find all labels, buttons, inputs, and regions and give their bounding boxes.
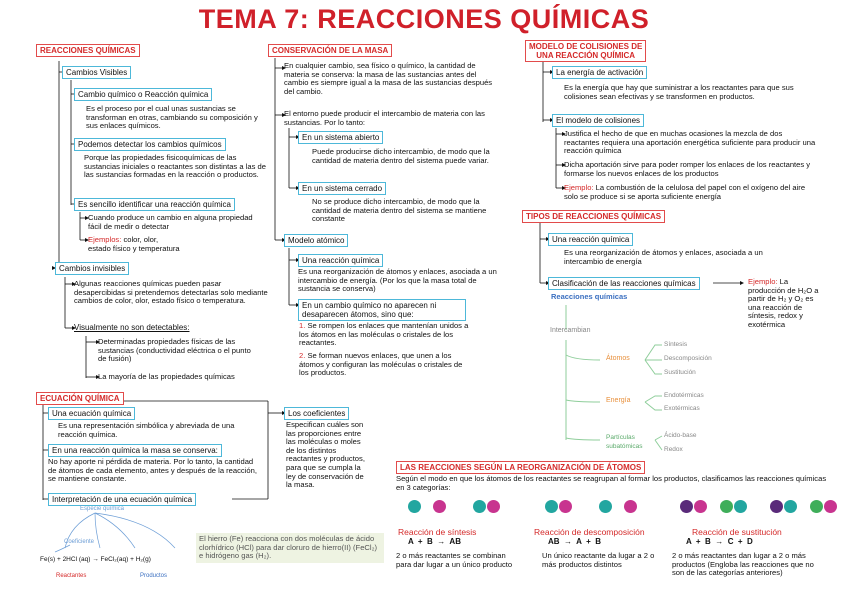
text-conservacion-2: El entorno puede producir el intercambio de materia con las sustancias. Por lo tanto: [284,109,485,127]
atom-b-icon [624,500,637,513]
tree-leaf-descomposicion: Descomposición [664,355,712,362]
atom-c-icon [680,500,693,513]
ejemplos-text2: estado físico y temperatura [88,243,180,253]
colisiones-ejemplo [564,184,818,201]
atom-a-icon [408,500,421,513]
sintesis-title: Reacción de síntesis [398,527,477,537]
box-clasificacion: Clasificación de las reacciones químicas [548,277,700,290]
item-rompen-enlaces [299,322,469,348]
section-ecuacion-quimica: ECUACIÓN QUÍMICA [36,392,124,405]
atom-a-icon [599,500,612,513]
atom-b-icon [433,500,446,513]
text-cambios-invisibles: Algunas reacciones químicas pueden pasar desapercibidas si pretendemos detectarlas solo mediante cambios de color, olor, estado físico o temperatura. [74,279,268,306]
text-sistema-cerrado: No se produce dicho intercambio, de modo que la cantidad de materia dentro del sistema se mantiene constante [312,197,487,224]
atom-ab1-icon [473,500,486,513]
box-coeficientes: Los coeficientes [284,407,349,420]
atom-ab2-icon [487,500,500,513]
sustitucion-title: Reacción de sustitución [692,527,782,537]
visualmente-label: Visualmente no son detectables: [74,323,190,332]
section-colisiones-line1: MODELO DE COLISIONES DE [529,42,643,51]
box-cambios-invisibles: Cambios invisibles [55,262,129,275]
box-modelo-colisiones: El modelo de colisiones [552,114,644,127]
atom-c2-icon [770,500,783,513]
tree-intercambian: Intercambian [550,327,591,334]
text-masa-conserva: No hay aporte ni pérdida de materia. Por lo tanto, la cantidad de átomos de cada elemento, antes y después de la reacción, se mantiene constante. [48,457,257,484]
box-masa-conserva: En una reacción química la masa se conserva: [48,444,222,457]
section-reacciones-quimicas: REACCIONES QUÍMICAS [36,44,140,57]
text-una-reaccion-quimica: Es una reorganización de átomos y enlaces, asociada a un intercambio de energía. (Por los que la masa total de sustancia se conserva) [298,267,497,294]
section-modelo-colisiones [525,40,646,62]
eq-coeficiente: Coeficiente [64,539,95,545]
sintesis-text: 2 o más reactantes se combinan para dar lugar a un único producto [396,551,513,569]
text-detectar-cambios: Porque las propiedades fisicoquímicas de las sustancias iniciales o reactantes son distintas a las de las sustancias formadas en la reacción o productos. [84,153,266,180]
eq-note: El hierro (Fe) reacciona con dos moléculas de ácido clorhídrico (HCl) para dar cloruro de hierro(II) (FeCl₂) e hidrógeno gas (H₂). [196,533,384,563]
box-cambio-quimico: Cambio químico o Reacción química [74,88,212,101]
descomposicion-text: Un único reactante da lugar a 2 o más productos distintos [542,551,655,569]
text-reorganizacion-intro: Según el modo en que los átomos de los reactantes se reagrupan al formar los productos, clasificamos las reacciones químicas en 3 categorías: [396,474,827,492]
tree-leaf-sustitucion: Sustitución [664,369,696,376]
atom-d2-icon [810,500,823,513]
atom-a2-icon [824,500,837,513]
tree-leaf-redox: Redox [664,446,683,453]
item1-number: 1. [299,321,306,330]
atom-b1-icon [734,500,747,513]
tree-energia: Energía [606,397,631,404]
tree-root: Reacciones químicas [551,292,628,301]
text-sencillo-identificar: Cuando produce un cambio en alguna propiedad fácil de medir o detectar [88,213,253,231]
eq-reactantes: Reactantes [56,573,87,579]
section-reorganizacion-atomos: LAS REACCIONES SEGÚN LA REORGANIZACIÓN DE ÁTOMOS [396,461,645,474]
text-conservacion-1: En cualquier cambio, sea físico o químico, la cantidad de materia se conserva: la masa de las sustancias antes del cambio es siempre igual a la masa de las sustancias después del cambio. [284,61,493,96]
atom-ab1-icon [545,500,558,513]
box-modelo-atomico: Modelo atómico [284,234,348,247]
tree-leaf-exotermicas: Exotérmicas [664,405,700,412]
box-tipos-una-reaccion: Una reacción química [548,233,633,246]
colisiones-ejemplo-label: Ejemplo: [564,183,594,192]
box-sencillo-identificar: Es sencillo identificar una reacción química [74,198,235,211]
section-tipos-reacciones: TIPOS DE REACCIONES QUÍMICAS [522,210,665,223]
eq-formula: Fe(s) + 2HCl (aq) → FeCl₂(aq) + H₂(g) [40,556,151,563]
descomposicion-eq: AB → A + B [548,537,601,546]
sintesis-eq: A + B → AB [408,537,461,546]
item2-number: 2. [299,351,306,360]
box-detectar-cambios: Podemos detectar los cambios químicos [74,138,226,151]
bullet-aportacion: Dicha aportación sirve para poder romper los enlaces de los reactantes y formarse los nuevos enlaces de los productos [564,160,811,178]
box-sistema-abierto: En un sistema abierto [298,131,383,144]
ejemplos-line [88,236,256,253]
text-energia-activacion: Es la energía que hay que suministrar a los reactantes para que sus colisiones sean efectivas y se transformen en productos. [564,83,794,101]
box-una-reaccion-quimica: Una reacción química [298,254,383,267]
text-tipos-una-reaccion: Es una reorganización de átomos y enlaces, asociada a un intercambio de energía [564,248,763,266]
atom-ab2-icon [559,500,572,513]
box-cambio-quimico-atomos: En un cambio químico no aparecen ni desaparecen átomos, sino que: [298,299,466,321]
atoms-sustitucion [680,500,837,518]
box-sistema-cerrado: En un sistema cerrado [298,182,386,195]
section-colisiones-line2: UNA REACCIÓN QUÍMICA [536,51,636,60]
tree-leaf-acido-base: Ácido-base [664,432,697,439]
tipos-ejemplo-label: Ejemplo: [748,277,778,286]
item1-text: Se rompen los enlaces que mantenían unidos a los átomos en las moléculas o cristales de los reactantes. [299,321,469,348]
sustitucion-eq: A + B → C + D [686,537,753,546]
text-cambio-quimico: Es el proceso por el cual unas sustancias se transforman en otras, cambiando su composición y sus enlaces químicos. [86,104,258,131]
atoms-sintesis [408,500,500,518]
bullet-justifica: Justifica el hecho de que en muchas ocasiones la mezcla de dos reactantes requiera una aportación energética suficiente para producir una reacción química [564,129,816,156]
ejemplos-text: color, olor, [123,235,159,244]
eq-especie-quimica: Especie química [80,506,125,512]
tipos-ejemplo-text: La producción de H₂O a partir de H₂ y O₂ es una reacción de síntesis, redox y exotérmica [748,277,819,329]
atom-a1-icon [694,500,707,513]
tree-leaf-endotermicas: Endotérmicas [664,392,704,399]
tree-leaf-sintesis: Síntesis [664,341,688,348]
page-title: TEMA 7: REACCIONES QUÍMICAS [198,4,650,34]
section-conservacion-masa: CONSERVACIÓN DE LA MASA [268,44,392,57]
text-coeficientes: Especifican cuáles son las proporciones entre las moléculas o moles de los distintos reactantes y productos, para que se cumpla la ley de conservación de la masa. [286,420,365,490]
text-sistema-abierto: Puede producirse dicho intercambio, de modo que la cantidad de materia dentro del sistema puede variar. [312,147,490,165]
text-propiedades-fisicas: Determinadas propiedades físicas de las sustancias (conductividad eléctrica o el punto de fusión) [98,337,251,364]
ejemplos-label: Ejemplos: [88,235,122,244]
atom-b2-icon [784,500,797,513]
eq-productos: Productos [140,573,168,579]
box-una-ecuacion: Una ecuación química [48,407,135,420]
descomposicion-title: Reacción de descomposición [534,527,645,537]
atoms-descomposicion [545,500,637,518]
item-forman-enlaces [299,352,469,378]
colisiones-ejemplo-text: La combustión de la celulosa del papel con el oxígeno del aire solo se produce si se aporta suficiente energía [564,183,806,201]
text-una-ecuacion: Es una representación simbólica y abreviada de una reacción química. [58,421,235,439]
tree-particulas: Partículas subatómicas [606,434,643,450]
text-propiedades-quimicas: La mayoría de las propiedades químicas [98,372,235,381]
box-cambios-visibles: Cambios Visibles [62,66,131,79]
atom-d1-icon [720,500,733,513]
box-interpretacion: Interpretación de una ecuación química [48,493,196,506]
box-energia-activacion: La energía de activación [552,66,647,79]
tree-atomos: Átomos [606,355,630,362]
tipos-ejemplo [748,278,826,330]
sustitucion-text: 2 o más reactantes dan lugar a 2 o más productos (Engloba las reacciones que no son de las categorías anteriores) [672,551,814,578]
item2-text: Se forman nuevos enlaces, que unen a los átomos y configuran las moléculas o cristales de los productos. [299,351,463,378]
